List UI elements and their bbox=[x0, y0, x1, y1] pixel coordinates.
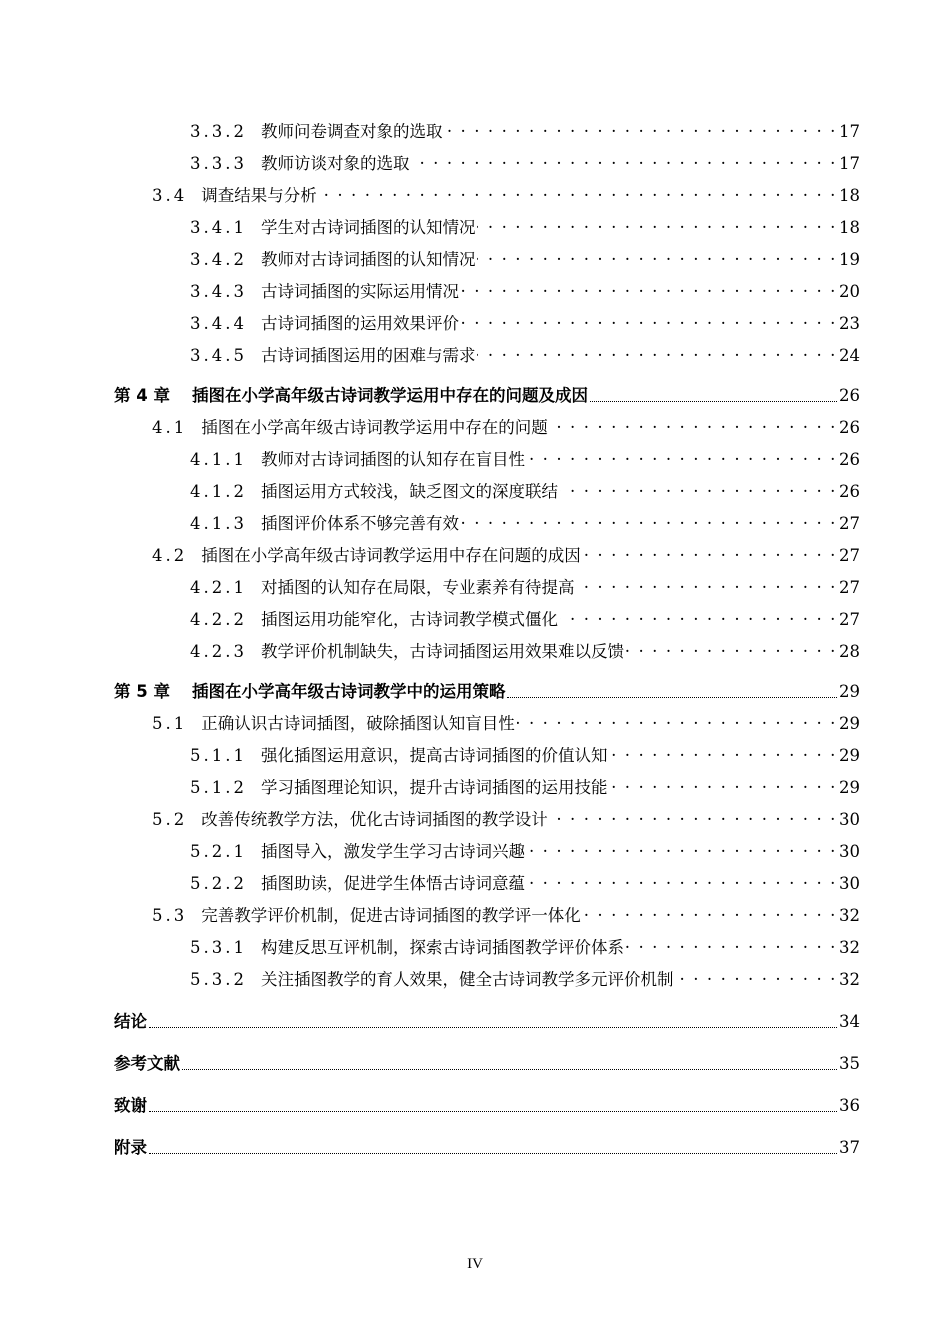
dot-leader bbox=[590, 401, 837, 402]
toc-entry-4-2-1 bbox=[190, 574, 860, 600]
toc-entry-page: 32 bbox=[839, 906, 860, 925]
toc-entry-page: 26 bbox=[839, 482, 860, 501]
dot-leader bbox=[149, 1027, 837, 1028]
toc-entry-page: 37 bbox=[839, 1138, 860, 1157]
dot-leader bbox=[411, 153, 837, 170]
toc-entry-title: 学习插图理论知识，提升古诗词插图的运用技能 bbox=[260, 778, 608, 797]
toc-entry-number: 5.1.1 bbox=[190, 746, 247, 765]
toc-entry-4-2 bbox=[152, 542, 860, 568]
dot-leader bbox=[583, 545, 837, 562]
toc-entry-title: 教师对古诗词插图的认知情况 bbox=[260, 250, 476, 269]
dot-leader bbox=[477, 217, 837, 234]
toc-entry-chapter-4 bbox=[114, 382, 860, 408]
toc-entry-title: 致谢 bbox=[114, 1096, 147, 1115]
dot-leader bbox=[560, 609, 837, 626]
dot-leader bbox=[675, 969, 837, 986]
toc-entry-page: 24 bbox=[839, 346, 860, 365]
dot-leader bbox=[444, 121, 837, 138]
toc-entry-title: 古诗词插图的实际运用情况 bbox=[260, 282, 459, 301]
toc-entry-5-1 bbox=[152, 710, 860, 736]
toc-entry-5-2-2 bbox=[190, 870, 860, 896]
dot-leader bbox=[527, 449, 837, 466]
toc-entry-chapter-5 bbox=[114, 678, 860, 704]
toc-entry-3-3-3 bbox=[190, 150, 860, 176]
dot-leader bbox=[626, 937, 837, 954]
dot-leader bbox=[550, 809, 837, 826]
toc-entry-title: 插图导入，激发学生学习古诗词兴趣 bbox=[260, 842, 525, 861]
toc-chapter-number: 第 4 章 bbox=[114, 386, 170, 405]
toc-entry-page: 29 bbox=[839, 778, 860, 797]
toc-entry-page: 26 bbox=[839, 418, 860, 437]
toc-entry-page: 27 bbox=[839, 546, 860, 565]
toc-chapter-number: 第 5 章 bbox=[114, 682, 170, 701]
dot-leader bbox=[319, 185, 837, 202]
toc-entry-page: 32 bbox=[839, 938, 860, 957]
toc-entry-3-4-1 bbox=[190, 214, 860, 240]
page-number-footer: IV bbox=[467, 1256, 483, 1272]
toc-entry-4-1 bbox=[152, 414, 860, 440]
toc-entry-page: 27 bbox=[839, 578, 860, 597]
toc-entry-page: 32 bbox=[839, 970, 860, 989]
dot-leader bbox=[182, 1069, 837, 1070]
toc-entry-5-2-1 bbox=[190, 838, 860, 864]
dot-leader bbox=[517, 713, 837, 730]
toc-entry-title: 插图运用功能窄化，古诗词教学模式僵化 bbox=[260, 610, 558, 629]
toc-entry-appendix bbox=[114, 1134, 860, 1160]
toc-entry-title: 插图在小学高年级古诗词教学运用中存在的问题 bbox=[201, 418, 548, 437]
dot-leader bbox=[550, 417, 837, 434]
toc-entry-number: 3.4.4 bbox=[190, 314, 247, 333]
dot-leader bbox=[583, 905, 837, 922]
toc-entry-references bbox=[114, 1050, 860, 1076]
dot-leader bbox=[576, 577, 837, 594]
toc-entry-4-1-3 bbox=[190, 510, 860, 536]
toc-entry-conclusion bbox=[114, 1008, 860, 1034]
toc-entry-title: 教师访谈对象的选取 bbox=[260, 154, 410, 173]
dot-leader bbox=[149, 1111, 837, 1112]
toc-entry-number: 4.1.2 bbox=[190, 482, 247, 501]
toc-entry-number: 5.3.1 bbox=[190, 938, 247, 957]
toc-entry-number: 3.3.3 bbox=[190, 154, 247, 173]
toc-entry-title: 正确认识古诗词插图，破除插图认知盲目性 bbox=[201, 714, 515, 733]
toc-entry-number: 5.1.2 bbox=[190, 778, 247, 797]
toc-entry-page: 29 bbox=[839, 746, 860, 765]
toc-entry-title: 插图评价体系不够完善有效 bbox=[260, 514, 459, 533]
toc-entry-number: 4.2.1 bbox=[190, 578, 247, 597]
toc-entry-5-1-2 bbox=[190, 774, 860, 800]
dot-leader bbox=[609, 745, 837, 762]
toc-entry-title: 强化插图运用意识，提高古诗词插图的价值认知 bbox=[260, 746, 608, 765]
dot-leader bbox=[461, 313, 837, 330]
dot-leader bbox=[626, 641, 837, 658]
toc-entry-page: 35 bbox=[839, 1054, 860, 1073]
toc-entry-3-4-5 bbox=[190, 342, 860, 368]
toc-entry-page: 27 bbox=[839, 610, 860, 629]
toc-entry-title: 改善传统教学方法，优化古诗词插图的教学设计 bbox=[201, 810, 548, 829]
toc-entry-4-1-2 bbox=[190, 478, 860, 504]
dot-leader bbox=[149, 1153, 837, 1154]
toc-entry-title: 参考文献 bbox=[114, 1054, 180, 1073]
toc-entry-5-2 bbox=[152, 806, 860, 832]
toc-entry-page: 20 bbox=[839, 282, 860, 301]
toc-entry-number: 3.4.1 bbox=[190, 218, 247, 237]
toc-entry-5-1-1 bbox=[190, 742, 860, 768]
toc-entry-page: 26 bbox=[839, 386, 860, 405]
toc-entry-number: 3.4 bbox=[152, 186, 188, 205]
toc-entry-page: 30 bbox=[839, 842, 860, 861]
toc-entry-3-4-2 bbox=[190, 246, 860, 272]
toc-entry-number: 4.2.2 bbox=[190, 610, 247, 629]
toc-entry-title: 构建反思互评机制，探索古诗词插图教学评价体系 bbox=[260, 938, 624, 957]
toc-entry-page: 30 bbox=[839, 874, 860, 893]
toc-entry-page: 17 bbox=[839, 122, 860, 141]
toc-entry-4-1-1 bbox=[190, 446, 860, 472]
toc-entry-4-2-3 bbox=[190, 638, 860, 664]
toc-entry-4-2-2 bbox=[190, 606, 860, 632]
toc-entry-title: 调查结果与分析 bbox=[201, 186, 317, 205]
dot-leader bbox=[609, 777, 837, 794]
toc-entry-title: 古诗词插图的运用效果评价 bbox=[260, 314, 459, 333]
toc-entry-number: 4.1.1 bbox=[190, 450, 247, 469]
toc-entry-number: 3.4.3 bbox=[190, 282, 247, 301]
toc-chapter-title: 插图在小学高年级古诗词教学中的运用策略 bbox=[191, 682, 506, 701]
dot-leader bbox=[461, 281, 837, 298]
toc-entry-page: 29 bbox=[839, 714, 860, 733]
toc-entry-page: 29 bbox=[839, 682, 860, 701]
dot-leader bbox=[527, 873, 837, 890]
toc-entry-3-4 bbox=[152, 182, 860, 208]
dot-leader bbox=[527, 841, 837, 858]
toc-entry-title: 结论 bbox=[114, 1012, 147, 1031]
toc-entry-title: 附录 bbox=[114, 1138, 147, 1157]
toc-entry-number: 3.4.5 bbox=[190, 346, 247, 365]
toc-entry-5-3 bbox=[152, 902, 860, 928]
toc-entry-title: 教师问卷调查对象的选取 bbox=[260, 122, 443, 141]
dot-leader bbox=[461, 513, 837, 530]
dot-leader bbox=[477, 345, 837, 362]
toc-entry-number: 5.3 bbox=[152, 906, 188, 925]
toc-entry-title: 学生对古诗词插图的认知情况 bbox=[260, 218, 476, 237]
toc-entry-number: 3.3.2 bbox=[190, 122, 247, 141]
toc-entry-page: 19 bbox=[839, 250, 860, 269]
toc-entry-number: 5.2.1 bbox=[190, 842, 247, 861]
toc-entry-3-3-2 bbox=[190, 118, 860, 144]
toc-entry-number: 4.2.3 bbox=[190, 642, 247, 661]
toc-entry-title: 插图运用方式较浅，缺乏图文的深度联结 bbox=[260, 482, 558, 501]
toc-entry-title: 古诗词插图运用的困难与需求 bbox=[260, 346, 476, 365]
toc-entry-number: 4.1.3 bbox=[190, 514, 247, 533]
toc-entry-title: 教师对古诗词插图的认知存在盲目性 bbox=[260, 450, 525, 469]
toc-entry-title: 教学评价机制缺失，古诗词插图运用效果难以反馈 bbox=[260, 642, 624, 661]
toc-chapter-title: 插图在小学高年级古诗词教学运用中存在的问题及成因 bbox=[191, 386, 588, 405]
toc-entry-number: 3.4.2 bbox=[190, 250, 247, 269]
toc-entry-page: 18 bbox=[839, 218, 860, 237]
toc-entry-page: 26 bbox=[839, 450, 860, 469]
dot-leader bbox=[477, 249, 837, 266]
toc-entry-page: 30 bbox=[839, 810, 860, 829]
toc-entry-page: 36 bbox=[839, 1096, 860, 1115]
toc-entry-page: 18 bbox=[839, 186, 860, 205]
dot-leader bbox=[560, 481, 837, 498]
toc-entry-page: 27 bbox=[839, 514, 860, 533]
toc-entry-number: 5.1 bbox=[152, 714, 188, 733]
toc-entry-page: 34 bbox=[839, 1012, 860, 1031]
toc-entry-3-4-4 bbox=[190, 310, 860, 336]
toc-entry-number: 4.2 bbox=[152, 546, 188, 565]
toc-entry-5-3-1 bbox=[190, 934, 860, 960]
toc-entry-5-3-2 bbox=[190, 966, 860, 992]
toc-entry-acknowledgements bbox=[114, 1092, 860, 1118]
toc-entry-page: 17 bbox=[839, 154, 860, 173]
toc-entry-number: 5.2 bbox=[152, 810, 188, 829]
dot-leader bbox=[507, 697, 837, 698]
toc-entry-page: 28 bbox=[839, 642, 860, 661]
toc-entry-number: 4.1 bbox=[152, 418, 188, 437]
toc-entry-title: 插图助读，促进学生体悟古诗词意蕴 bbox=[260, 874, 525, 893]
toc-entry-title: 关注插图教学的育人效果，健全古诗词教学多元评价机制 bbox=[260, 970, 674, 989]
toc-entry-number: 5.2.2 bbox=[190, 874, 247, 893]
toc-entry-3-4-3 bbox=[190, 278, 860, 304]
toc-entry-title: 插图在小学高年级古诗词教学运用中存在问题的成因 bbox=[201, 546, 581, 565]
toc-entry-page: 23 bbox=[839, 314, 860, 333]
toc-entry-title: 完善教学评价机制，促进古诗词插图的教学评一体化 bbox=[201, 906, 581, 925]
toc-entry-number: 5.3.2 bbox=[190, 970, 247, 989]
toc-entry-title: 对插图的认知存在局限，专业素养有待提高 bbox=[260, 578, 575, 597]
